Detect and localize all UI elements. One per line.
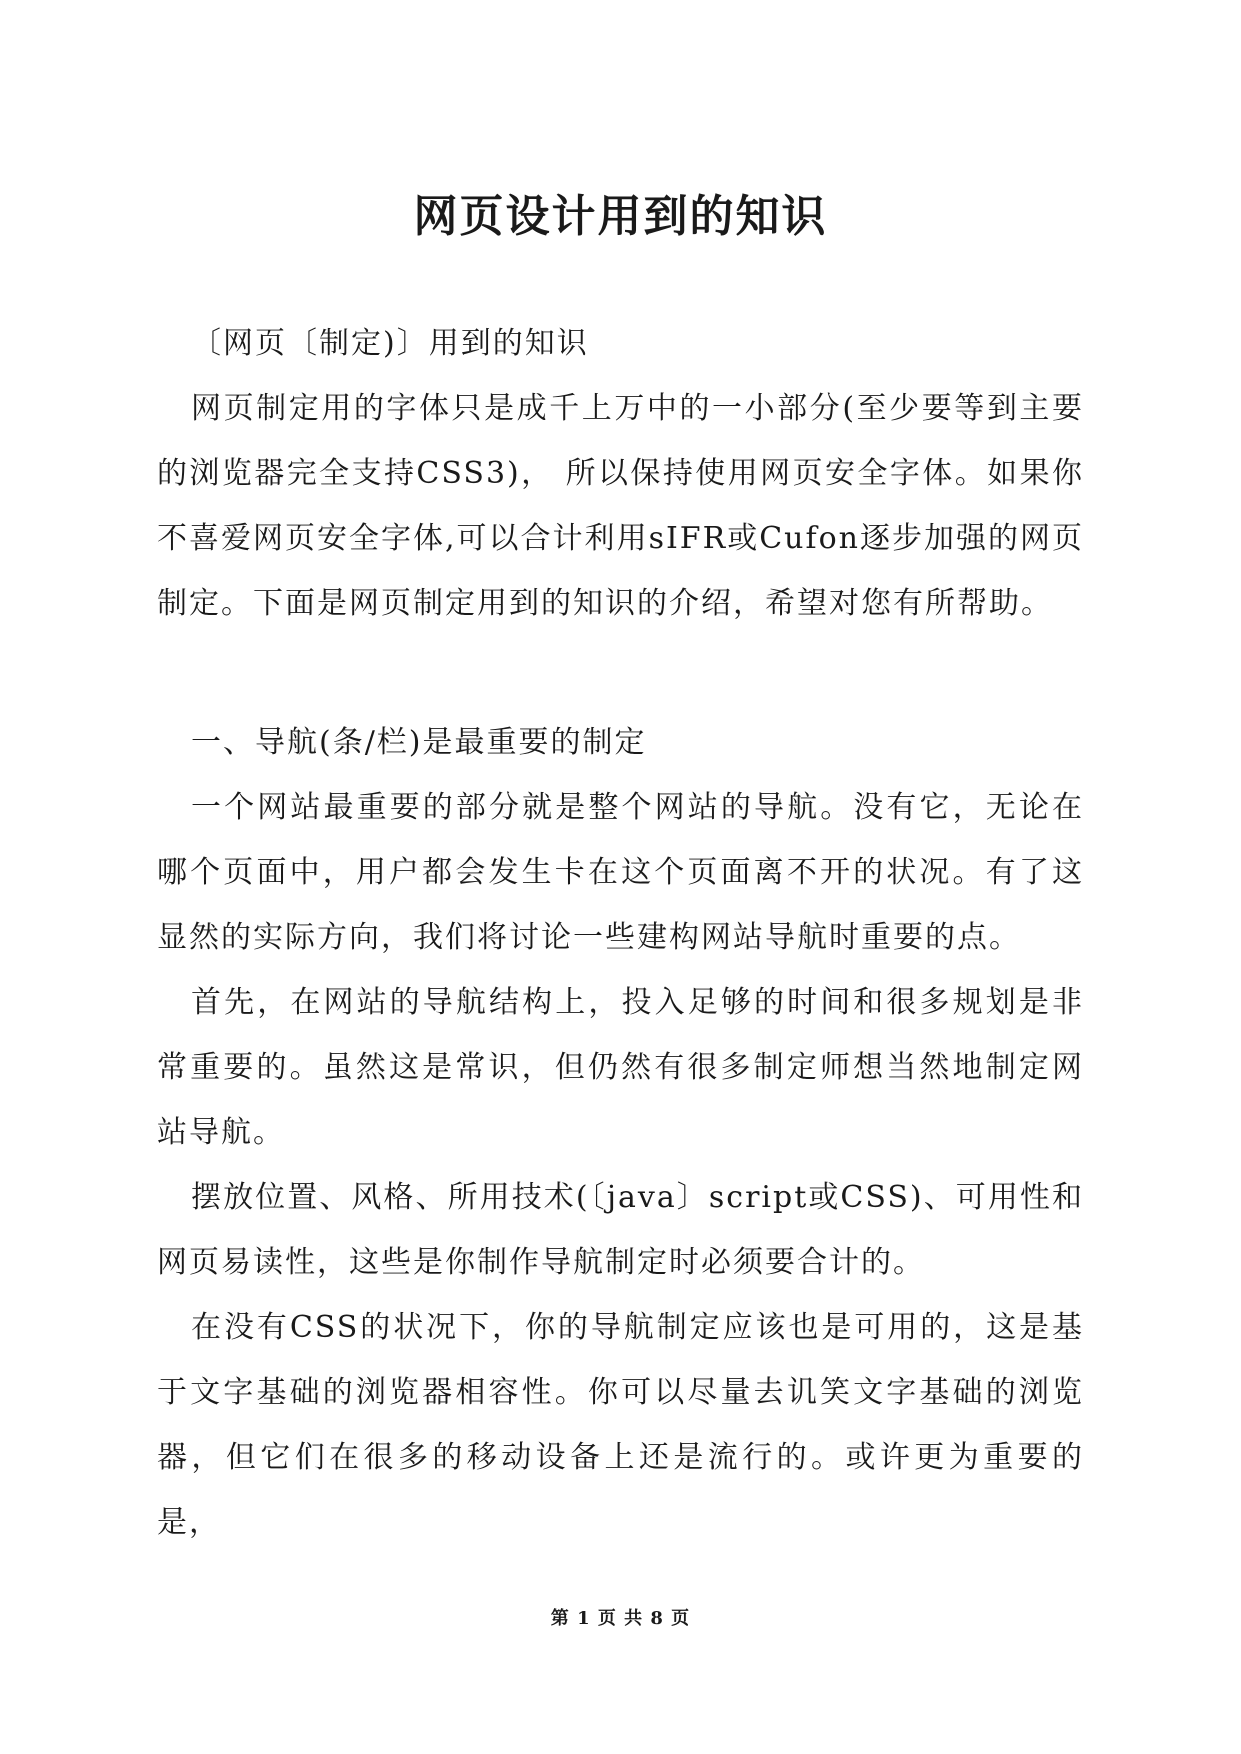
paragraph-navigation-importance: 一个网站最重要的部分就是整个网站的导航。没有它，无论在哪个页面中，用户都会发生卡在这个页面离不开的状况。有了这显然的实际方向，我们将讨论一些建构网站导航时重要的点。 [157,790,1084,955]
paragraph-navigation-factors: 摆放位置、风格、所用技术(〔java〕script或CSS)、可用性和网页易读性，这些是你制作导航制定时必须要合计的。 [157,1180,1084,1280]
paragraph-heading-intro: 〔网页〔制定)〕用到的知识 [191,326,589,361]
paragraph-intro: 网页制定用的字体只是成千上万中的一小部分(至少要等到主要的浏览器完全支持CSS3)， 所以保持使用网页安全字体。如果你不喜爱网页安全字体,可以合计利用sIFR或Cufon逐步加强的网页制定。下面是网页制定用到的知识的介绍，希望对您有所帮助。 [157,391,1084,621]
paragraph-spacer [157,636,1084,710]
page-number-footer: 第 1 页 共 8 页 [550,1608,691,1629]
paragraph-navigation-css: 在没有CSS的状况下，你的导航制定应该也是可用的，这是基于文字基础的浏览器相容性。你可以尽量去讥笑文字基础的浏览器，但它们在很多的移动设备上还是流行的。或许更为重要的是， [157,1310,1084,1540]
document-body [157,311,1084,1555]
section-heading-navigation: 一、导航(条/栏)是最重要的制定 [191,725,647,760]
document-title: 网页设计用到的知识 [413,191,828,242]
paragraph-navigation-planning: 首先，在网站的导航结构上，投入足够的时间和很多规划是非常重要的。虽然这是常识，但仍然有很多制定师想当然地制定网站导航。 [157,985,1084,1150]
